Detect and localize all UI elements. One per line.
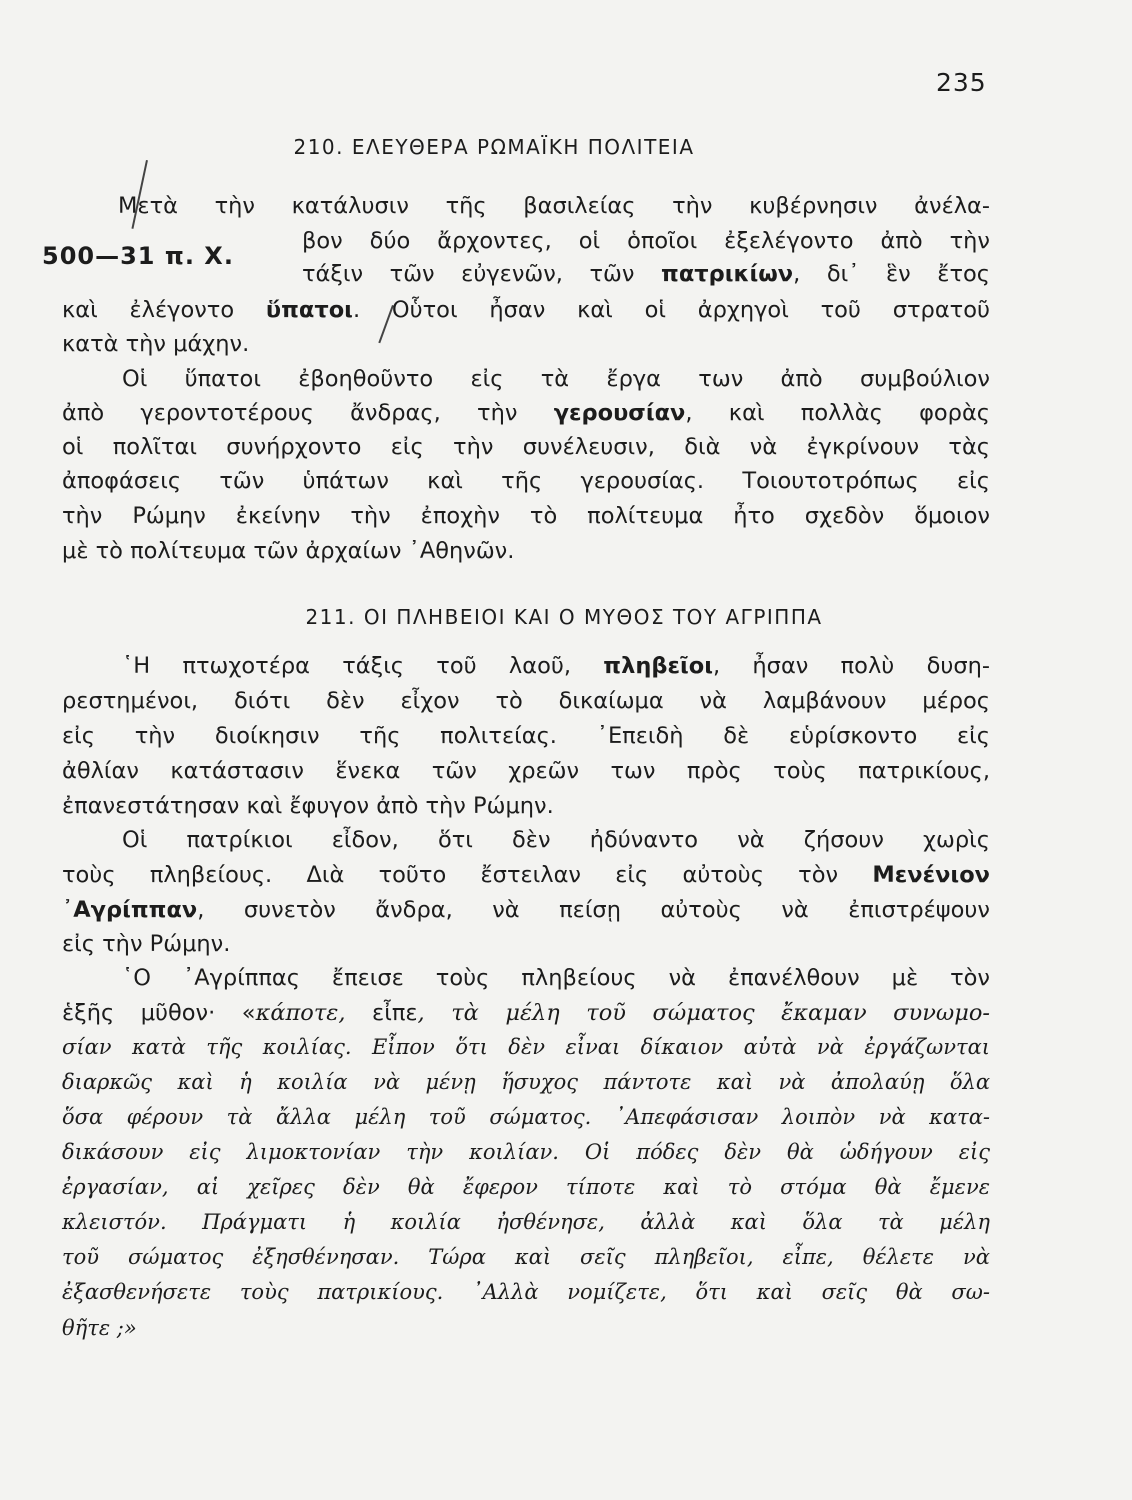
italic-paragraph-line: τοῦ σώματος ἐξησθένησαν. Τώρα καὶ σεῖς πληβεῖοι, εἶπε, θέλετε νὰ	[62, 1245, 990, 1269]
page-number: 235	[936, 68, 987, 97]
text: , ἦσαν πολὺ δυση-	[712, 653, 990, 679]
paragraph-line: Μετὰ τὴν κατάλυσιν τῆς βασιλείας τὴν κυβέρνησιν ἀνέλα-	[118, 193, 990, 219]
bold-term-patrikion: πατρικίων	[661, 261, 794, 287]
paragraph-line: εἰς τὴν Ρώμην.	[62, 931, 231, 957]
italic-paragraph-line: δικάσουν εἰς λιμοκτονίαν τὴν κοιλίαν. Οἱ πόδες δὲν θὰ ὡδήγουν εἰς	[62, 1140, 990, 1164]
paragraph-line: μὲ τὸ πολίτευμα τῶν ἀρχαίων ᾿Αθηνῶν.	[62, 538, 515, 564]
text: , δι᾽ ἓν ἔτος	[793, 261, 990, 287]
paragraph-line: βον δύο ἄρχοντες, οἱ ὁποῖοι ἐξελέγοντο ἀπὸ τὴν	[302, 228, 990, 254]
text: , συνετὸν ἄνδρα, νὰ πείσῃ αὐτοὺς νὰ ἐπιστρέψουν	[197, 897, 990, 923]
paragraph-line	[62, 894, 990, 926]
italic-paragraph-line: σίαν κατὰ τῆς κοιλίας. Εἶπον ὅτι δὲν εἶναι δίκαιον αὐτὰ νὰ ἐργάζωνται	[62, 1035, 990, 1059]
bold-term-gerousia: γερουσίαν	[553, 400, 686, 426]
italic-text: κάποτε,	[255, 1000, 373, 1026]
paragraph-line: ἀποφάσεις τῶν ὑπάτων καὶ τῆς γερουσίας. Τοιουτοτρόπως εἰς	[62, 468, 990, 494]
bold-term-plebeioi: πληβεῖοι	[603, 653, 713, 679]
paragraph-line	[62, 294, 990, 326]
margin-date: 500—31 π. Χ.	[42, 242, 234, 270]
paragraph-line: εἰς τὴν διοίκησιν τῆς πολιτείας. ᾿Επειδὴ δὲ εὑρίσκοντο εἰς	[62, 723, 990, 749]
paragraph-line: κατὰ τὴν μάχην.	[62, 331, 250, 357]
paragraph-line	[62, 997, 990, 1029]
paragraph-line: οἱ πολῖται συνήρχοντο εἰς τὴν συνέλευσιν, διὰ νὰ ἐγκρίνουν τὰς	[62, 434, 990, 460]
text: ἀπὸ γεροντοτέρους ἄνδρας, τὴν	[62, 400, 554, 426]
text: ἑξῆς μῦθον· «	[62, 1000, 256, 1026]
paragraph-line: Οἱ ὕπατοι ἐβοηθοῦντο εἰς τὰ ἔργα των ἀπὸ συμβούλιον	[122, 366, 990, 392]
paragraph-line	[122, 650, 990, 682]
paragraph-line	[62, 859, 990, 891]
text: ῾Η πτωχοτέρα τάξις τοῦ λαοῦ,	[122, 653, 604, 679]
bold-term-menenion: Μενένιον	[872, 862, 990, 888]
italic-paragraph-line: ὅσα φέρουν τὰ ἄλλα μέλη τοῦ σώματος. ᾿Απεφάσισαν λοιπὸν νὰ κατα-	[62, 1105, 990, 1129]
bold-term-hypatoi: ὕπατοι	[265, 297, 353, 323]
paragraph-line: ῾Ο ᾿Αγρίππας ἔπεισε τοὺς πληβείους νὰ ἐπανέλθουν μὲ τὸν	[122, 965, 990, 991]
paragraph-line: ἀθλίαν κατάστασιν ἕνεκα τῶν χρεῶν των πρὸς τοὺς πατρικίους,	[62, 758, 990, 784]
paragraph-line	[62, 397, 990, 429]
italic-paragraph-line: κλειστόν. Πράγματι ἡ κοιλία ἠσθένησε, ἀλλὰ καὶ ὅλα τὰ μέλη	[62, 1210, 990, 1234]
paragraph-line	[302, 258, 990, 290]
italic-paragraph-line: ἐργασίαν, αἱ χεῖρες δὲν θὰ ἔφερον τίποτε καὶ τὸ στόμα θὰ ἔμενε	[62, 1175, 990, 1199]
paragraph-line: ρεστημένοι, διότι δὲν εἶχον τὸ δικαίωμα νὰ λαμβάνουν μέρος	[62, 688, 990, 714]
paragraph-line: ἐπανεστάτησαν καὶ ἔφυγον ἀπὸ τὴν Ρώμην.	[62, 793, 554, 819]
italic-text: , τὰ μέλη τοῦ σώματος ἔκαμαν συνωμο-	[417, 1000, 990, 1026]
italic-paragraph-line: θῆτε ;»	[62, 1316, 137, 1340]
text: . Οὗτοι ἦσαν καὶ οἱ ἀρχηγοὶ τοῦ στρατοῦ	[352, 297, 990, 323]
text: τοὺς πληβείους. Διὰ τοῦτο ἔστειλαν εἰς αὐτοὺς τὸν	[62, 862, 873, 888]
italic-paragraph-line: διαρκῶς καὶ ἡ κοιλία νὰ μένῃ ἥσυχος πάντοτε καὶ νὰ ἀπολαύῃ ὅλα	[62, 1070, 990, 1094]
text: τάξιν τῶν εὐγενῶν, τῶν	[302, 261, 662, 287]
italic-paragraph-line: ἐξασθενήσετε τοὺς πατρικίους. ᾿Αλλὰ νομίζετε, ὅτι καὶ σεῖς θὰ σω-	[62, 1280, 990, 1304]
section-heading-210: 210. ΕΛΕΥΘΕΡΑ ΡΩΜΑΪΚΗ ΠΟΛΙΤΕΙΑ	[293, 135, 695, 159]
paragraph-line: Οἱ πατρίκιοι εἶδον, ὅτι δὲν ἠδύναντο νὰ ζήσουν χωρὶς	[122, 827, 990, 853]
text: , καὶ πολλὰς φορὰς	[685, 400, 990, 426]
text: καὶ ἐλέγοντο	[62, 297, 266, 323]
bold-term-agrippan: ᾿Αγρίππαν	[62, 897, 198, 923]
text: εἶπε	[372, 1000, 418, 1026]
section-heading-211: 211. ΟΙ ΠΛΗΒΕΙΟΙ ΚΑΙ Ο ΜΥΘΟΣ ΤΟΥ ΑΓΡΙΠΠΑ	[305, 605, 823, 629]
paragraph-line: τὴν Ρώμην ἐκείνην τὴν ἐποχὴν τὸ πολίτευμα ἦτο σχεδὸν ὅμοιον	[62, 503, 990, 529]
